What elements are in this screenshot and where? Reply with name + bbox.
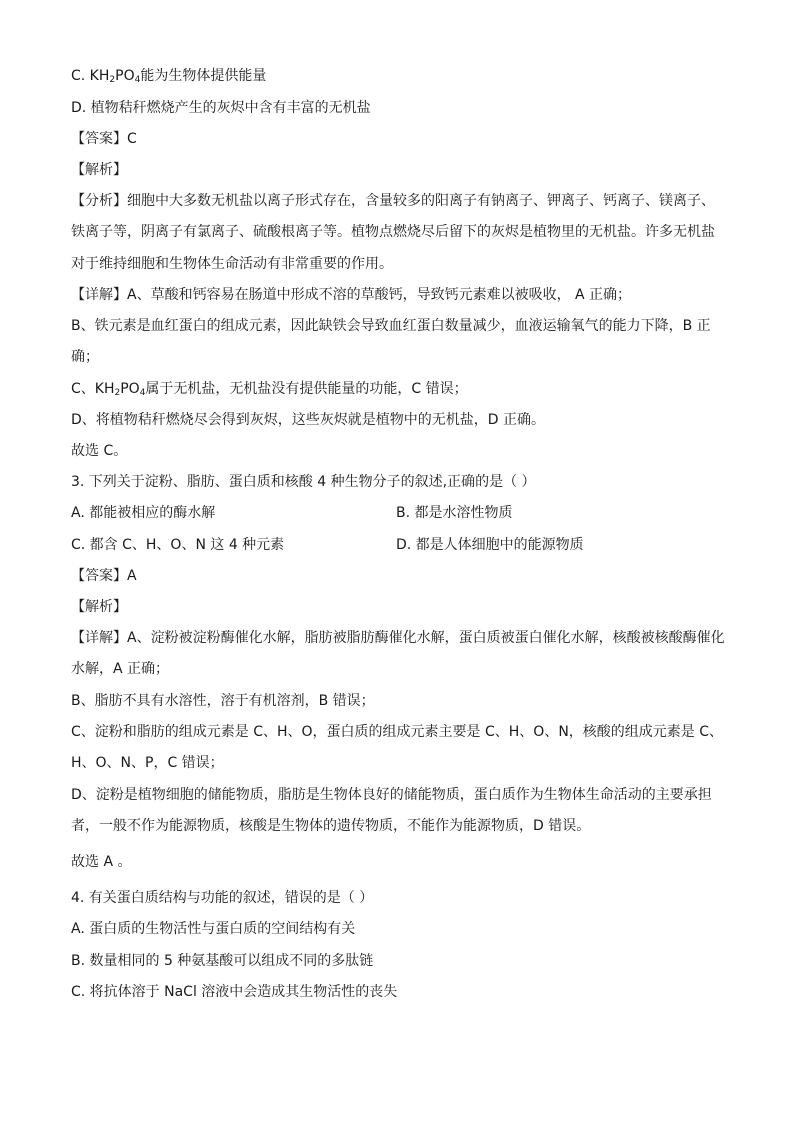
q2-choose: 故选 C。: [71, 443, 128, 459]
q2-detail-d: D、将植物秸秆燃烧尽会得到灰烬，这些灰烬就是植物中的无机盐，D 正确。: [71, 412, 546, 428]
q2-option-c: [71, 66, 266, 86]
q3-option-b: B. 都是水溶性物质: [396, 505, 513, 521]
q2-option-c-text: 能为生物体提供能量: [140, 68, 267, 84]
q2-detail-c-text: 属于无机盐，无机盐没有提供能量的功能，C 错误；: [145, 381, 468, 397]
q2-fenxi-line-3: 对于维持细胞和生物体生命活动有非常重要的作用。: [71, 256, 393, 272]
q4-stem: 4. 有关蛋白质结构与功能的叙述，错误的是（ ）: [71, 890, 374, 906]
q3-detail-d-line-2: 者，一般不作为能源物质，核酸是生物体的遗传物质，不能作为能源物质，D 错误。: [71, 818, 591, 834]
q4-option-c: C. 将抗体溶于 NaCl 溶液中会造成其生物活性的丧失: [71, 984, 398, 1000]
q3-answer: 【答案】A: [71, 568, 137, 584]
q2-detail-a: 【详解】A、草酸和钙容易在肠道中形成不溶的草酸钙，导致钙元素难以被吸收， A 正确；: [71, 287, 632, 303]
subscript: 4: [139, 388, 146, 398]
q2-option-c-text: C. KH: [71, 68, 110, 84]
q2-option-c-text: PO: [115, 68, 135, 84]
subscript: 4: [134, 75, 141, 85]
subscript: 2: [109, 75, 116, 85]
subscript: 2: [114, 388, 121, 398]
q3-option-d: D. 都是人体细胞中的能源物质: [396, 537, 584, 553]
q3-analysis-heading: 【解析】: [71, 599, 127, 615]
q3-detail-d-line-1: D、淀粉是植物细胞的储能物质，脂肪是生物体良好的储能物质，蛋白质作为生物体生命活动的主要承担: [71, 787, 712, 803]
q2-detail-c: [71, 379, 468, 399]
q3-option-c: C. 都含 C、H、O、N 这 4 种元素: [71, 537, 285, 553]
q3-choose: 故选 A 。: [71, 854, 132, 870]
q4-option-b: B. 数量相同的 5 种氨基酸可以组成不同的多肽链: [71, 953, 374, 969]
q2-detail-c-text: PO: [120, 381, 140, 397]
q2-option-d: D. 植物秸秆燃烧产生的灰烬中含有丰富的无机盐: [71, 100, 371, 116]
q2-detail-b-line-1: B、铁元素是血红蛋白的组成元素，因此缺铁会导致血红蛋白数量减少，血液运输氧气的能力下降，B 正: [71, 318, 711, 334]
q2-fenxi-line-1: 【分析】细胞中大多数无机盐以离子形式存在，含量较多的阳离子有钠离子、钾离子、钙离子、镁离子、: [71, 193, 715, 209]
q2-detail-c-text: C、KH: [71, 381, 115, 397]
q3-stem: 3. 下列关于淀粉、脂肪、蛋白质和核酸 4 种生物分子的叙述,正确的是（ ）: [71, 474, 536, 490]
q2-analysis-heading: 【解析】: [71, 162, 127, 178]
q4-option-a: A. 蛋白质的生物活性与蛋白质的空间结构有关: [71, 921, 356, 937]
q3-detail-a-line-2: 水解，A 正确；: [71, 661, 170, 677]
q2-answer: 【答案】C: [71, 131, 137, 147]
q3-detail-b: B、脂肪不具有水溶性，溶于有机溶剂，B 错误；: [71, 693, 375, 709]
q3-detail-a-line-1: 【详解】A、淀粉被淀粉酶催化水解，脂肪被脂肪酶催化水解，蛋白质被蛋白催化水解，核酸被核酸酶催化: [71, 630, 725, 646]
q3-options-row-1: [71, 503, 215, 523]
q3-detail-c-line-1: C、淀粉和脂肪的组成元素是 C、H、O，蛋白质的组成元素主要是 C、H、O、N，核酸的组成元素是 C、: [71, 724, 724, 740]
q2-detail-b-line-2: 确；: [71, 349, 99, 365]
q2-fenxi-line-2: 铁离子等，阴离子有氯离子、硫酸根离子等。植物点燃烧尽后留下的灰烬是植物里的无机盐。许多无机盐: [71, 224, 715, 240]
q3-option-a: A. 都能被相应的酶水解: [71, 505, 216, 521]
q3-detail-c-line-2: H、O、N、P，C 错误；: [71, 755, 224, 771]
